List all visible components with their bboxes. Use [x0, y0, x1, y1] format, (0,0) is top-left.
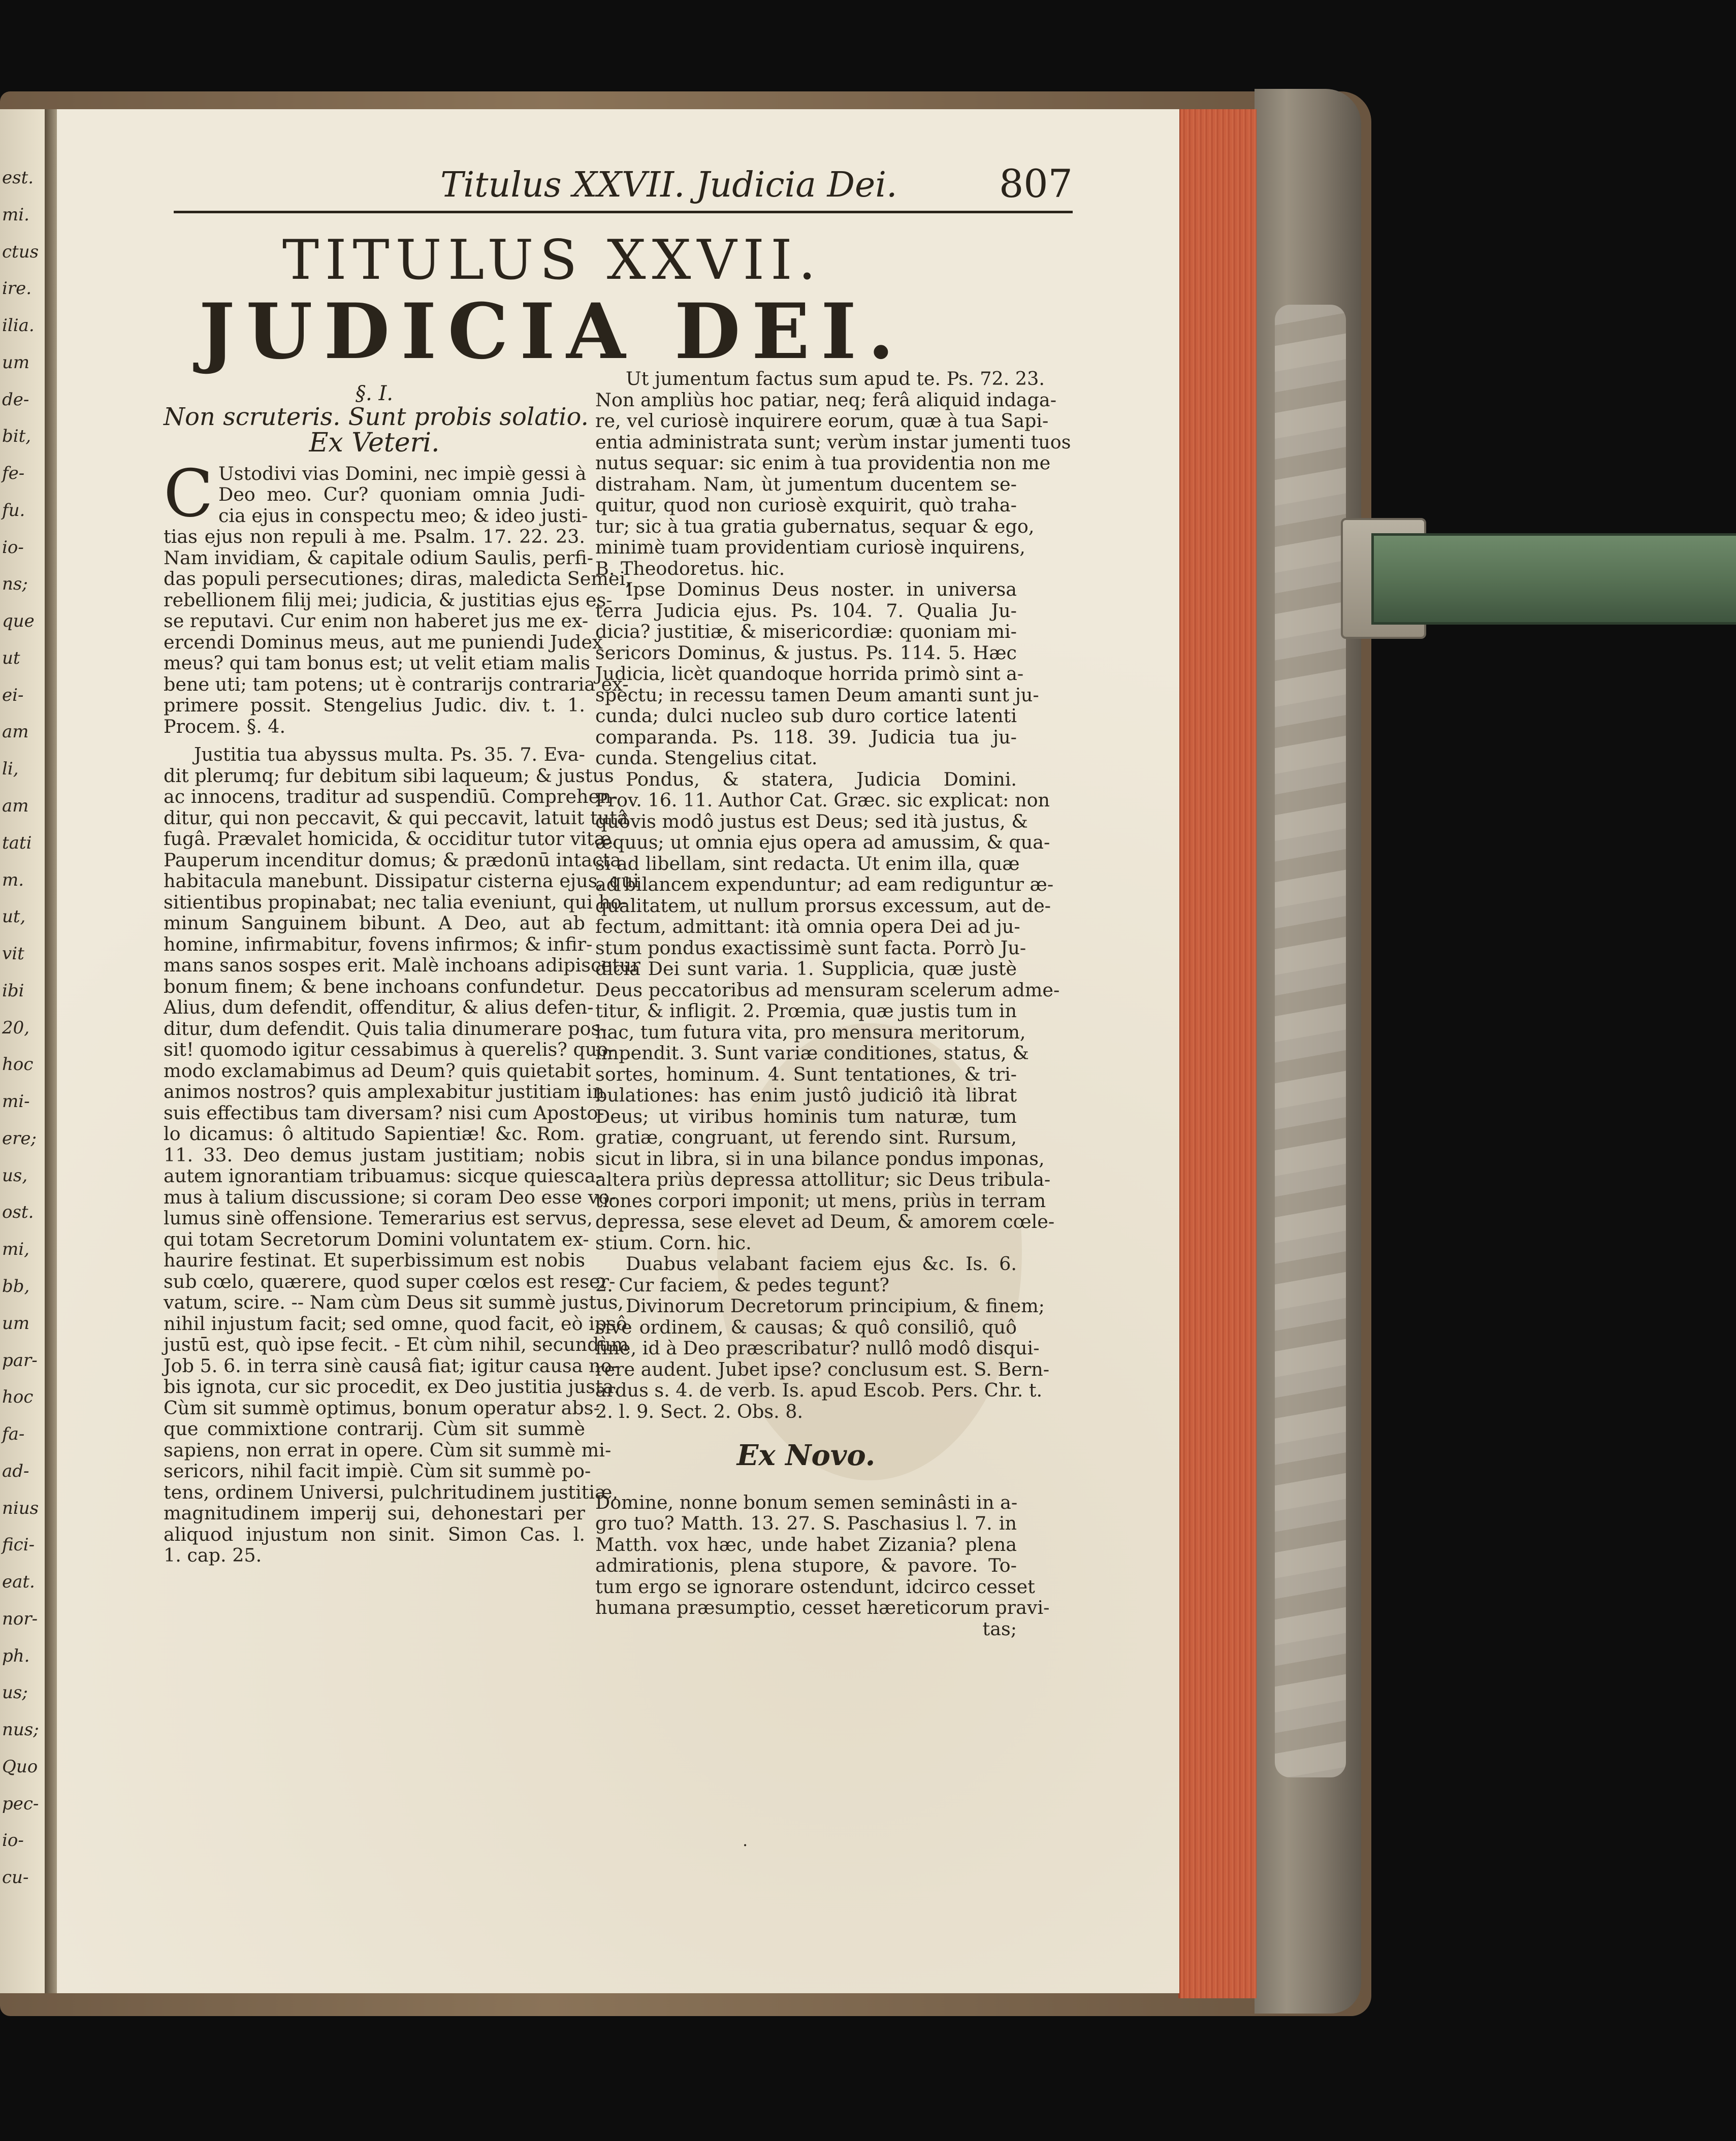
text-line: sitientibus propinabat; nec talia eveniunt, qui ho- [164, 891, 628, 913]
facing-page-fragment: io- [2, 537, 24, 558]
text-line: depressa, sese elevet ad Deum, & amorem cœle- [595, 1211, 1055, 1232]
page-signature-mark: . [743, 1831, 748, 1850]
text-line: 1. cap. 25. [164, 1544, 262, 1566]
text-line: fugâ. Prævalet homicida, & occiditur tutor vitæ. [164, 828, 618, 850]
text-line: dit plerumq; fur debitum sibi laqueum; & justus [164, 764, 614, 787]
text-line: re, vel curiosè inquirere eorum, quæ à tua Sapi- [595, 410, 1049, 432]
facing-page-fragment: ost. [2, 1202, 34, 1222]
facing-page-fragment: li, [2, 759, 19, 779]
text-line: Nam invidiam, & capitale odium Saulis, perfi- [164, 546, 594, 569]
text-line: tias ejus non repuli à me. Psalm. 17. 22. 23. [164, 526, 585, 547]
text-line: Deus; ut viribus hominis tum naturæ, tum [595, 1105, 1017, 1127]
facing-page-fragment: us, [2, 1165, 28, 1186]
text-line: spectu; in recessu tamen Deum amanti sunt ju- [595, 684, 1039, 706]
section-subtitle: Non scruteris. Sunt probis solatio. [164, 402, 589, 431]
facing-page-fragment: mi- [2, 1091, 30, 1112]
paragraph [595, 578, 1039, 769]
text-line: fine, id à Deo præscribatur? nullô modô disqui- [595, 1337, 1040, 1359]
text-line: qui totam Secretorum Domini voluntatem ex- [164, 1228, 589, 1250]
facing-page-fragment: fu. [2, 500, 25, 521]
text-line: lo dicamus: ô altitudo Sapientiæ! &c. Rom. [164, 1123, 585, 1145]
facing-page-fragment: ibi [2, 981, 24, 1001]
text-line: Prov. 16. 11. Author Cat. Græc. sic explicat: non [595, 789, 1050, 811]
text-line: si ad libellam, sint redacta. Ut enim illa, quæ [595, 852, 1020, 874]
text-line: tum ergo se ignorare ostendunt, idcirco cesset [595, 1575, 1035, 1598]
paragraph [595, 1253, 1017, 1295]
head-rule [174, 211, 1073, 213]
text-line: altera priùs depressa attollitur; sic Deus tribula- [595, 1169, 1051, 1190]
text-line: bis ignota, cur sic procedit, ex Deo justitia justa. [164, 1376, 620, 1398]
text-line: ardus s. 4. de verb. Is. apud Escob. Pers. Chr. t. [595, 1379, 1043, 1401]
text-line: Ut jumentum factus sum apud te. Ps. 72. 23. [626, 368, 1045, 390]
facing-page-fragment: nius [2, 1498, 39, 1518]
facing-page-fragment: ere; [2, 1128, 37, 1149]
text-line: minimè tuam providentiam curiosè inquirens, [595, 536, 1025, 558]
clasp-strap [1371, 533, 1736, 625]
text-line: entia administrata sunt; verùm instar jumenti tuos [595, 431, 1071, 453]
text-line: meus? qui tam bonus est; ut velit etiam malis [164, 652, 590, 674]
facing-page-fragment: am [2, 722, 29, 742]
text-line: justū est, quò ipse fecit. - Et cùm nihil, secundùm [164, 1334, 629, 1355]
text-line: Matth. vox hæc, unde habet Zizania? plena [595, 1533, 1017, 1555]
text-line: hac, tum futura vita, pro mensura meritorum, [595, 1021, 1026, 1043]
text-line: Deus peccatoribus ad mensuram scelerum adme- [595, 979, 1060, 1001]
text-line: B. Theodoretus. hic. [595, 557, 785, 579]
text-line: Justitia tua abyssus multa. Ps. 35. 7. Eva- [194, 743, 585, 765]
text-line: gro tuo? Matth. 13. 27. S. Paschasius l. 7. in [595, 1512, 1017, 1534]
facing-page-fragment: par- [2, 1350, 38, 1371]
page-number: 807 [999, 161, 1073, 206]
text-line: sit! quomodo igitur cessabimus à querelis? quo- [164, 1039, 615, 1060]
text-line: mus à talium discussione; si coram Deo esse vo- [164, 1186, 616, 1208]
text-line: gratiæ, congruant, ut ferendo sint. Rursum, [595, 1126, 1017, 1148]
text-line: haurire festinat. Et superbissimum est nobis [164, 1249, 585, 1271]
text-line: ditur, dum defendit. Quis talia dinumerare pos- [164, 1017, 607, 1040]
text-line: aliquod injustum non sinit. Simon Cas. l. [164, 1523, 585, 1545]
facing-page-fragments [0, 168, 46, 1945]
text-line: vatum, scire. -- Nam cùm Deus sit summè justus, [164, 1291, 624, 1313]
text-line: 11. 33. Deo demus justam justitiam; nobis [164, 1144, 585, 1166]
facing-page-fragment: ctus [2, 242, 39, 262]
facing-page-fragment: tati [2, 833, 32, 853]
book-page [57, 109, 1179, 1993]
text-line: tiones corpori imponit; ut mens, priùs in terram [595, 1189, 1046, 1212]
facing-page-fragment: vit [2, 944, 24, 964]
metal-clasp[interactable] [1341, 518, 1736, 635]
text-line: terra Judicia ejus. Ps. 104. 7. Qualia Ju- [595, 599, 1017, 622]
text-line: mans sanos sospes erit. Malè inchoans adipiscetur [164, 954, 640, 976]
running-head [174, 161, 1073, 216]
text-line: tur; sic à tua gratia gubernatus, sequar & ego, [595, 515, 1035, 537]
text-line: qualitatem, ut nullum prorsus excessum, aut de- [595, 894, 1051, 917]
text-line: Job 5. 6. in terra sinè causâ fiat; igitur causa no- [164, 1354, 618, 1377]
text-line: bulationes: has enim justô judiciô ità librat [595, 1084, 1017, 1106]
red-page-edges [1178, 109, 1257, 1998]
text-line: comparanda. Ps. 118. 39. Judicia tua ju- [595, 726, 1017, 748]
text-line: titur, & infligit. 2. Prœmia, quæ justis tum in [595, 1000, 1017, 1022]
facing-page-fragment: que [2, 611, 35, 631]
text-line: ditur, qui non peccavit, & qui peccavit, latuit tutâ [164, 806, 628, 829]
text-line: das populi persecutiones; diras, maledicta Semei, [164, 568, 631, 590]
worn-board-paper [1275, 305, 1346, 1777]
text-line: dicia Dei sunt varia. 1. Supplicia, quæ justè [595, 958, 1017, 980]
text-line: tens, ordinem Universi, pulchritudinem justitiæ, [164, 1481, 619, 1503]
facing-page-fragment: de- [2, 390, 29, 410]
facing-page-fragment: fici- [2, 1535, 35, 1555]
text-line: modo exclamabimus ad Deum? quis quietabit [164, 1059, 591, 1082]
text-line: Deo meo. Cur? quoniam omnia Judi- [218, 483, 585, 505]
facing-page-fragment: ph. [2, 1646, 30, 1666]
paragraph [595, 1295, 1050, 1422]
facing-page-fragment: ns; [2, 574, 28, 594]
paragraph [164, 743, 640, 1566]
text-line: 2. l. 9. Sect. 2. Obs. 8. [595, 1400, 803, 1422]
facing-page-fragment: ut [2, 648, 20, 668]
text-line: distraham. Nam, ùt jumentum ducentem se- [595, 473, 1017, 495]
text-line: bene uti; tam potens; ut è contrarijs contraria ex- [164, 673, 629, 695]
text-line: Alius, dum defendit, offenditur, & alius defen- [164, 996, 594, 1018]
text-line: impendit. 3. Sunt variæ conditiones, status, & [595, 1042, 1029, 1064]
text-line: Cùm sit summè optimus, bonum operatur abs- [164, 1397, 600, 1419]
facing-page-fragment: Quo [2, 1757, 38, 1777]
running-title: Titulus XXVII. Judicia Dei. [440, 165, 897, 205]
text-line: Non ampliùs hoc patiar, neq; ferâ aliquid indaga- [595, 388, 1057, 411]
facing-page-fragment: bb, [2, 1276, 30, 1296]
text-line: ad bilancem expenduntur; ad eam rediguntur æ- [595, 873, 1054, 895]
text-line: Pauperum incenditur domus; & prædonū intacta [164, 849, 622, 871]
text-line: cunda. Stengelius citat. [595, 747, 818, 769]
facing-page-fragment: cu- [2, 1867, 29, 1888]
right-column [595, 368, 1071, 1640]
text-line: homine, infirmabitur, fovens infirmos; & infir- [164, 933, 593, 955]
facing-page-fragment: ei- [2, 685, 24, 705]
facing-page-fragment: fa- [2, 1424, 25, 1444]
facing-page-fragment: nor- [2, 1609, 38, 1629]
source-heading-old: Ex Veteri. [309, 428, 440, 458]
text-line: quôvis modô justus est Deus; sed ità justus, & [595, 810, 1028, 832]
text-line: Pondus, & statera, Judicia Domini. [626, 768, 1017, 790]
text-line: rebellionem filij mei; judicia, & justitias ejus es- [164, 589, 613, 611]
facing-page-fragment: mi. [2, 205, 29, 225]
facing-page-fragment: mi, [2, 1239, 29, 1259]
text-line: ac innocens, traditur ad suspendiū. Comprehen- [164, 786, 618, 807]
facing-page-fragment: 20, [2, 1018, 30, 1038]
text-line: lumus sinè offensione. Temerarius est servus, [164, 1207, 593, 1229]
text-line: Divinorum Decretorum principium, & finem; [626, 1295, 1045, 1317]
text-line: Domine, nonne bonum semen seminâsti in a- [595, 1491, 1018, 1513]
text-line: sortes, hominum. 4. Sunt tentationes, & tri- [595, 1063, 1017, 1085]
paragraph-gap [164, 737, 585, 744]
text-line: se reputavi. Cur enim non haberet jus me ex- [164, 610, 589, 632]
text-line: sicut in libra, si in una bilance pondus imponas, [595, 1147, 1045, 1170]
text-line: fectum, admittant: ità omnia opera Dei ad ju- [595, 916, 1020, 937]
text-line: nihil injustum facit; sed omne, quod facit, eò ipsô [164, 1312, 627, 1335]
source-heading-new: Ex Novo. [736, 1439, 876, 1472]
text-line: que commixtione contrarij. Cùm sit summè [164, 1418, 585, 1440]
facing-page-fragment: m. [2, 870, 24, 890]
text-line: Ustodivi vias Domini, nec impiè gessi à [218, 462, 587, 484]
text-line: Judicia, licèt quandoque horrida primò sint a- [595, 663, 1024, 685]
text-line: humana præsumptio, cesset hæreticorum pravi- [595, 1597, 1050, 1618]
text-line: cunda; dulci nucleo sub duro cortice latenti [595, 705, 1017, 727]
text-line: animos nostros? quis amplexabitur justitiam in [164, 1081, 604, 1102]
text-line: suis effectibus tam diversam? nisi cum Aposto- [164, 1101, 604, 1124]
facing-page-fragment: ilia. [2, 315, 35, 336]
text-line: æquus; ut omnia ejus opera ad amussim, & qua- [595, 831, 1050, 853]
text-line: sive ordinem, & causas; & quô consiliô, quô [595, 1316, 1017, 1338]
text-line: stium. Corn. hic. [595, 1231, 752, 1254]
paragraph [595, 368, 1071, 579]
facing-page-fragment: am [2, 796, 29, 816]
text-line: tas; [982, 1617, 1017, 1640]
facing-page-fragment: hoc [2, 1054, 34, 1075]
left-column [164, 382, 640, 1566]
text-line: admirationis, plena stupore, & pavore. To- [595, 1554, 1017, 1576]
facing-page-fragment: pec- [2, 1794, 39, 1814]
facing-page-fragment: hoc [2, 1387, 34, 1407]
facing-page-fragment: ire. [2, 278, 32, 299]
facing-page-fragment: fe- [2, 463, 25, 483]
text-line: nutus sequar: sic enim à tua providentia non me [595, 452, 1051, 474]
text-line: habitacula manebunt. Dissipatur cisterna ejus, qui [164, 870, 639, 892]
section-mark: §. I. [356, 382, 393, 405]
text-line: Duabus velabant faciem ejus &c. Is. 6. [626, 1253, 1017, 1275]
text-line: rere audent. Jubet ipse? conclusum est. S. Bern- [595, 1358, 1050, 1380]
facing-page-fragment: eat. [2, 1572, 35, 1592]
text-line: quitur, quod non curiosè exquirit, quò traha- [595, 494, 1017, 516]
text-line: Ipse Dominus Deus noster. in universa [626, 578, 1017, 600]
text-line: sericors, nihil facit impiè. Cùm sit summè po- [164, 1460, 591, 1482]
text-line: sub cœlo, quærere, quod super cœlos est reser- [164, 1270, 616, 1292]
text-line: sapiens, non errat in opere. Cùm sit summè mi- [164, 1439, 612, 1461]
facing-page-fragment: io- [2, 1830, 24, 1851]
title-line-2: JUDICIA DEI. [199, 287, 906, 376]
facing-page-fragment: ad- [2, 1461, 29, 1481]
text-line: minum Sanguinem bibunt. A Deo, aut ab [164, 912, 585, 934]
text-line: cia ejus in conspectu meo; & ideo justi- [218, 504, 588, 527]
text-line: ercendi Dominus meus, aut me puniendi Judex [164, 631, 603, 653]
text-line: primere possit. Stengelius Judic. div. t. 1. [164, 694, 585, 716]
facing-page-fragment: nus; [2, 1720, 39, 1740]
drop-cap: C [164, 456, 213, 532]
paragraph [164, 456, 631, 737]
paragraph [595, 1491, 1050, 1640]
text-line: sericors Dominus, & justus. Ps. 114. 5. Hæc [595, 641, 1017, 664]
text-line: bonum finem; & bene inchoans confundetur. [164, 975, 585, 997]
paragraph [595, 768, 1060, 1254]
facing-page-fragment: bit, [2, 426, 31, 446]
facing-page-fragment: ut, [2, 906, 26, 927]
facing-page-fragment: um [2, 1313, 30, 1334]
text-line: autem ignorantiam tribuamus: sicque quiesca- [164, 1165, 602, 1187]
text-line: magnitudinem imperij sui, dehonestari per [164, 1502, 585, 1524]
facing-page-fragment: est. [2, 168, 34, 188]
text-line: stum pondus exactissimè sunt facta. Porrò Ju- [595, 936, 1026, 959]
facing-page-fragment: um [2, 352, 30, 373]
text-line: dicia? justitiæ, & misericordiæ: quoniam mi- [595, 621, 1017, 642]
facing-page-fragment: us; [2, 1682, 28, 1703]
text-line: Procem. §. 4. [164, 715, 286, 737]
text-line: 2. Cur faciem, & pedes tegunt? [595, 1274, 889, 1296]
title-line-1: TITULUS XXVII. [282, 229, 822, 292]
